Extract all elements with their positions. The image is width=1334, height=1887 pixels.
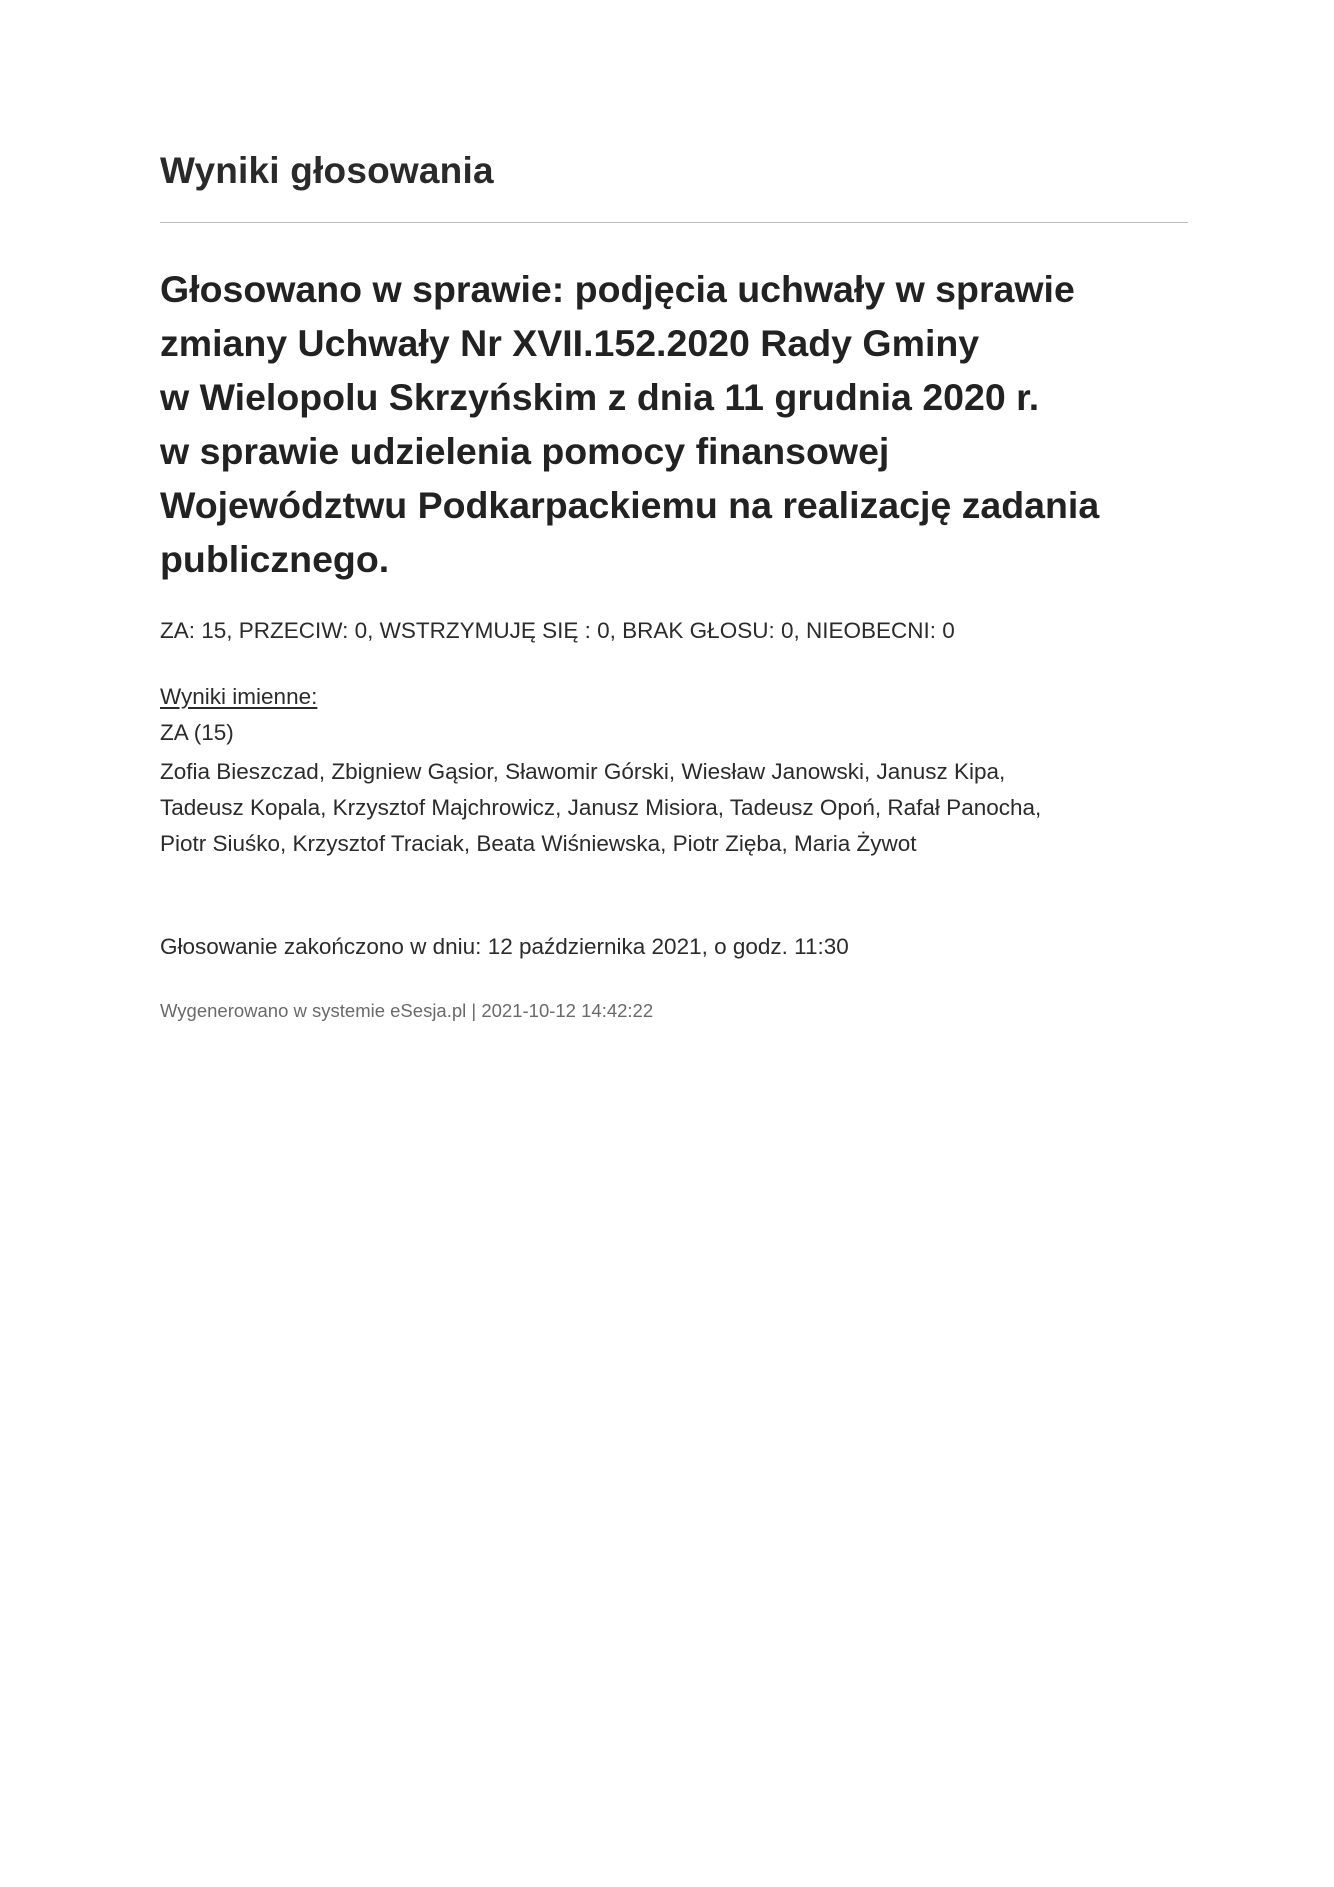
voter-names-line: Zofia Bieszczad, Zbigniew Gąsior, Sławomir Górski, Wiesław Janowski, Janusz Kipa, xyxy=(160,759,1006,784)
vote-subject-line: w sprawie udzielenia pomocy finansowej xyxy=(160,430,890,472)
vote-subject-line: Województwu Podkarpackiemu na realizację zadania xyxy=(160,484,1100,526)
voter-names-line: Tadeusz Kopala, Krzysztof Majchrowicz, Janusz Misiora, Tadeusz Opoń, Rafał Panocha, xyxy=(160,795,1042,820)
vote-closed-info: Głosowanie zakończono w dniu: 12 października 2021, o godz. 11:30 xyxy=(160,934,849,959)
voter-names xyxy=(160,754,1041,862)
vote-subject-line: Głosowano w sprawie: podjęcia uchwały w sprawie xyxy=(160,268,1075,310)
vote-subject-line: publicznego. xyxy=(160,538,390,580)
vote-group-label: ZA (15) xyxy=(160,720,234,745)
heading-divider xyxy=(160,222,1188,223)
vote-counts: ZA: 15, PRZECIW: 0, WSTRZYMUJĘ SIĘ : 0, BRAK GŁOSU: 0, NIEOBECNI: 0 xyxy=(160,618,955,643)
voter-names-line: Piotr Siuśko, Krzysztof Traciak, Beata Wiśniewska, Piotr Zięba, Maria Żywot xyxy=(160,831,917,856)
vote-subject-line: w Wielopolu Skrzyńskim z dnia 11 grudnia 2020 r. xyxy=(160,376,1040,418)
named-results-title: Wyniki imienne: xyxy=(160,684,318,709)
generated-footer: Wygenerowano w systemie eSesja.pl | 2021-10-12 14:42:22 xyxy=(160,1000,654,1021)
page-title: Wyniki głosowania xyxy=(160,150,494,191)
vote-subject xyxy=(160,262,1170,586)
vote-subject-line: zmiany Uchwały Nr XVII.152.2020 Rady Gminy xyxy=(160,322,980,364)
